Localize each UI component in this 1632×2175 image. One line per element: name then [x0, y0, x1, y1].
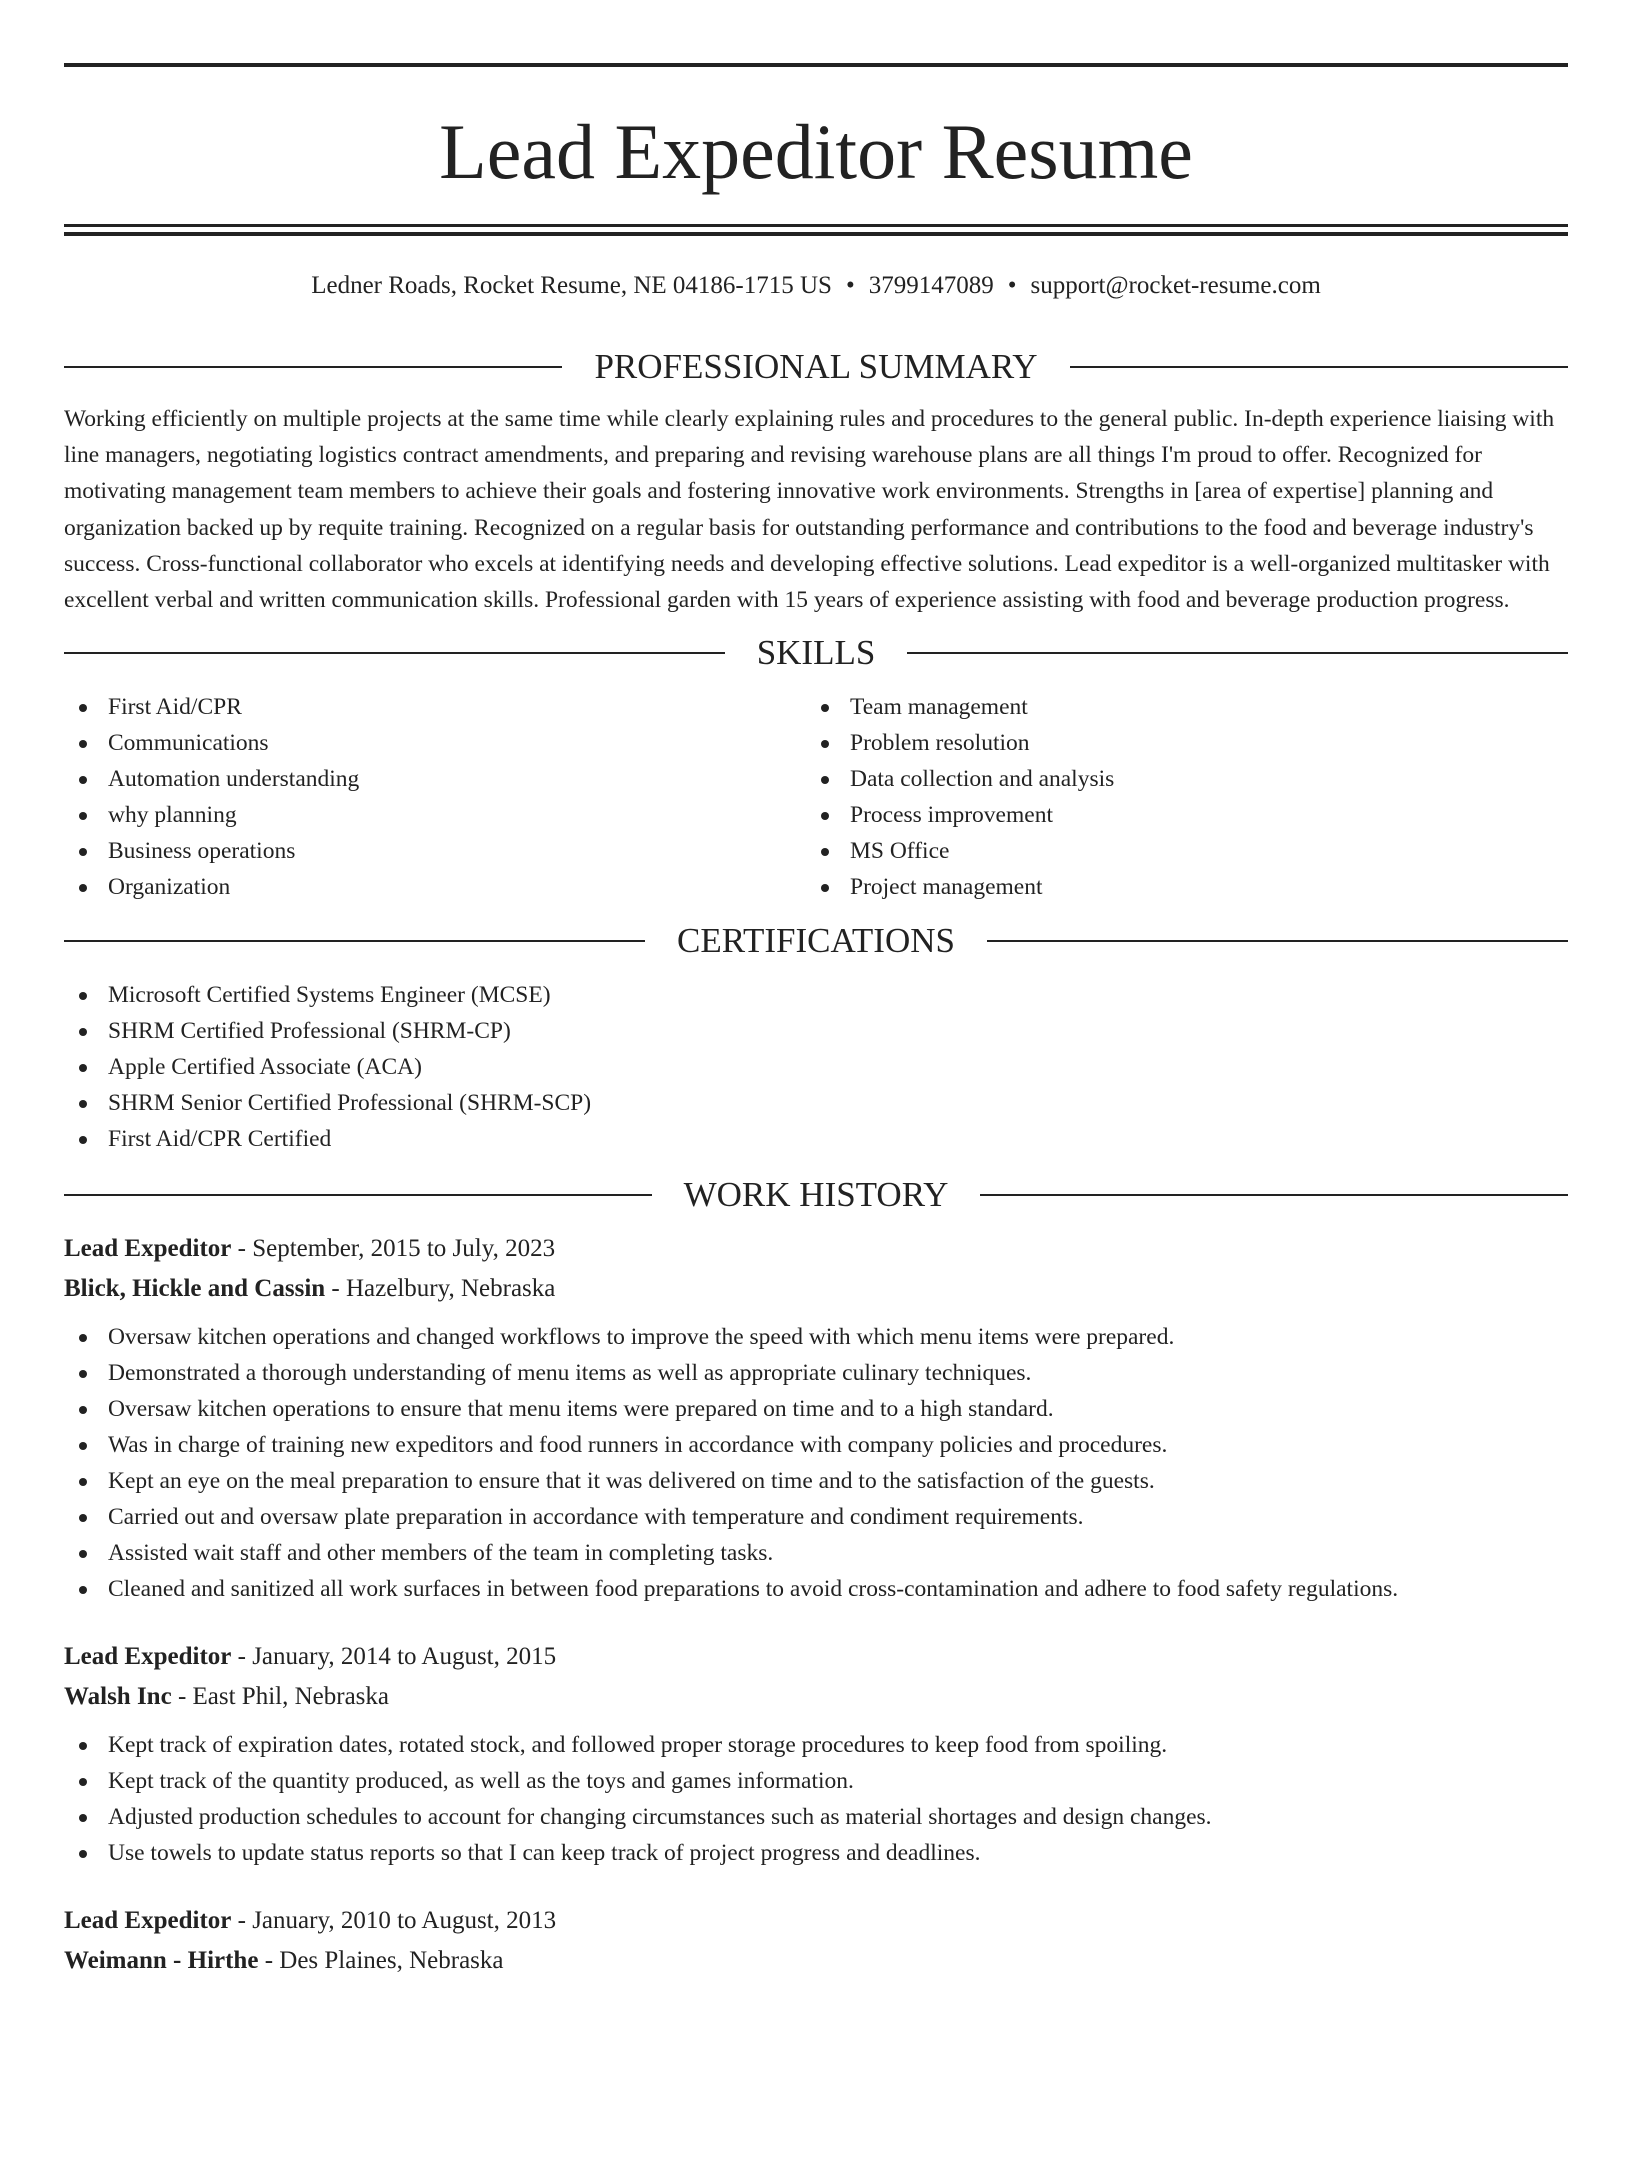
heading-rule-left: [64, 1194, 652, 1196]
contact-email: support@rocket-resume.com: [1030, 272, 1321, 299]
job-duty: Oversaw kitchen operations to ensure that menu items were prepared on time and to a high standard.: [64, 1391, 1568, 1427]
work-history-heading-label: WORK HISTORY: [683, 1175, 949, 1215]
job-duties-list: [64, 1319, 1568, 1607]
job-location: - Des Plaines, Nebraska: [258, 1947, 504, 1975]
top-rule: [64, 63, 1568, 67]
skills-columns: [64, 689, 1568, 905]
resume-title: Lead Expeditor Resume: [439, 108, 1193, 195]
skill-item: Communications: [64, 725, 806, 761]
job-duty: Kept track of expiration dates, rotated stock, and followed proper storage procedures to keep food from spoiling.: [64, 1727, 1568, 1763]
contact-separator: •: [845, 272, 855, 299]
contact-address: Ledner Roads, Rocket Resume, NE 04186-1715 US: [311, 272, 832, 299]
title-double-rule: [64, 224, 1568, 236]
skill-item: Team management: [806, 689, 1568, 725]
heading-rule-right: [1070, 366, 1568, 368]
job-company: Weimann - Hirthe: [64, 1947, 259, 1975]
job-title-line: [64, 1901, 1568, 1941]
heading-rule-left: [64, 940, 645, 942]
job-entry: [64, 1901, 1568, 1981]
job-title: Lead Expeditor: [64, 1235, 232, 1263]
job-title-line: [64, 1637, 1568, 1677]
skills-heading-label: SKILLS: [756, 633, 876, 673]
certifications-heading-label: CERTIFICATIONS: [677, 921, 955, 961]
contact-separator: •: [1007, 272, 1017, 299]
job-duty: Assisted wait staff and other members of the team in completing tasks.: [64, 1535, 1568, 1571]
skill-item: Organization: [64, 869, 806, 905]
skill-item: MS Office: [806, 833, 1568, 869]
job-duty: Cleaned and sanitized all work surfaces in between food preparations to avoid cross-contamination and adhere to food safety regulations.: [64, 1571, 1568, 1607]
summary-text: Working efficiently on multiple projects at the same time while clearly explaining rules and procedures to the general public. In-depth experience liaising with line managers, negotiating logistics contract amendments, and preparing and revising warehouse plans are all things I'm proud to offer. Recognized for motivating management team members to achieve their goals and fostering innovative work environments. Strengths in [area of expertise] planning and organization backed up by requite training. Recognized on a regular basis for outstanding performance and contributions to the food and beverage industry's success. Cross-functional collaborator who excels at identifying needs and developing effective solutions. Lead expeditor is a well-organized multitasker with excellent verbal and written communication skills. Professional garden with 15 years of experience assisting with food and beverage production progress.: [64, 406, 1555, 614]
job-title-line: [64, 1229, 1568, 1269]
certifications-list: [64, 977, 1568, 1157]
heading-rule-right: [987, 940, 1568, 942]
job-company-line: [64, 1677, 1568, 1717]
job-company-line: [64, 1941, 1568, 1981]
job-location: - Hazelbury, Nebraska: [325, 1275, 556, 1303]
job-duties-list: [64, 1727, 1568, 1871]
job-dates: - January, 2014 to August, 2015: [231, 1643, 557, 1671]
skills-list-left: [64, 689, 806, 905]
work-history-heading: [64, 1173, 1568, 1217]
skill-item: First Aid/CPR: [64, 689, 806, 725]
certifications-heading: [64, 919, 1568, 963]
summary-heading: [64, 345, 1568, 389]
skill-item: Data collection and analysis: [806, 761, 1568, 797]
skill-item: Project management: [806, 869, 1568, 905]
job-duty: Kept track of the quantity produced, as well as the toys and games information.: [64, 1763, 1568, 1799]
job-duty: Adjusted production schedules to account for changing circumstances such as material shortages and design changes.: [64, 1799, 1568, 1835]
skill-item: Automation understanding: [64, 761, 806, 797]
job-company: Walsh Inc: [64, 1683, 172, 1711]
job-duty: Oversaw kitchen operations and changed workflows to improve the speed with which menu items were prepared.: [64, 1319, 1568, 1355]
job-duty: Use towels to update status reports so that I can keep track of project progress and deadlines.: [64, 1835, 1568, 1871]
job-entry: [64, 1229, 1568, 1607]
job-title: Lead Expeditor: [64, 1643, 232, 1671]
skill-item: Problem resolution: [806, 725, 1568, 761]
heading-rule-right: [980, 1194, 1568, 1196]
certification-item: SHRM Senior Certified Professional (SHRM-SCP): [64, 1085, 1568, 1121]
job-duty: Demonstrated a thorough understanding of menu items as well as appropriate culinary techniques.: [64, 1355, 1568, 1391]
skills-list-right: [806, 689, 1568, 905]
certification-item: First Aid/CPR Certified: [64, 1121, 1568, 1157]
skill-item: why planning: [64, 797, 806, 833]
job-title: Lead Expeditor: [64, 1907, 232, 1935]
heading-rule-right: [907, 652, 1568, 654]
heading-rule-left: [64, 652, 725, 654]
certification-item: SHRM Certified Professional (SHRM-CP): [64, 1013, 1568, 1049]
job-location: - East Phil, Nebraska: [171, 1683, 389, 1711]
job-dates: - September, 2015 to July, 2023: [231, 1235, 556, 1263]
summary-heading-label: PROFESSIONAL SUMMARY: [594, 347, 1038, 386]
heading-rule-left: [64, 366, 562, 368]
job-entry: [64, 1637, 1568, 1871]
job-duty: Was in charge of training new expeditors and food runners in accordance with company policies and procedures.: [64, 1427, 1568, 1463]
contact-line: [64, 268, 1568, 304]
job-company: Blick, Hickle and Cassin: [64, 1275, 326, 1303]
skill-item: Process improvement: [806, 797, 1568, 833]
resume-page: [0, 63, 1632, 2175]
job-company-line: [64, 1269, 1568, 1309]
job-duty: Kept an eye on the meal preparation to ensure that it was delivered on time and to the satisfaction of the guests.: [64, 1463, 1568, 1499]
skills-heading: [64, 631, 1568, 675]
job-duty: Carried out and oversaw plate preparation in accordance with temperature and condiment requirements.: [64, 1499, 1568, 1535]
contact-phone: 3799147089: [868, 272, 994, 299]
skill-item: Business operations: [64, 833, 806, 869]
job-dates: - January, 2010 to August, 2013: [231, 1907, 557, 1935]
certification-item: Apple Certified Associate (ACA): [64, 1049, 1568, 1085]
certification-item: Microsoft Certified Systems Engineer (MCSE): [64, 977, 1568, 1013]
